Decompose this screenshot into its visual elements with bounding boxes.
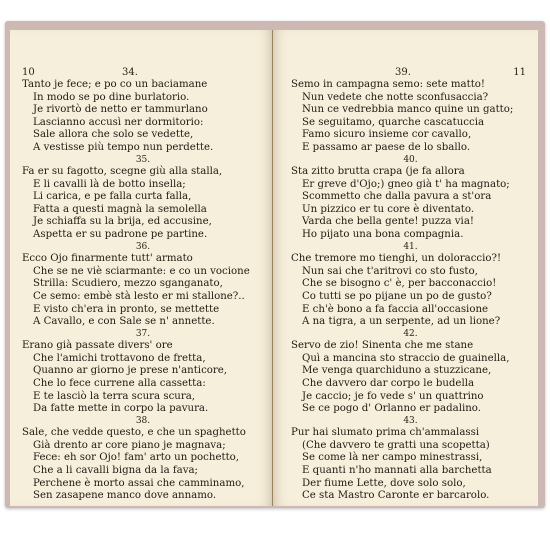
- verse-line: Li carica, e pe falla curta falla,: [33, 191, 192, 203]
- right-page: [273, 30, 538, 506]
- verse-line: Che l'amichi trottavono de fretta,: [33, 352, 206, 364]
- verse-line: Nun sai che t'aritrovi co sto fusto,: [302, 265, 478, 277]
- stanza: [291, 329, 530, 416]
- stanza-number: 37.: [135, 328, 151, 339]
- left-page: [10, 30, 272, 506]
- verse-line: Sta zitto brutta crapa (je fa allora: [291, 166, 465, 178]
- page-number: 10: [22, 67, 35, 78]
- verse-line: Sale allora che solo se vedette,: [33, 129, 194, 141]
- verse-line: Fatta a questi magnà la semolella: [33, 203, 207, 215]
- verse-line: Sen zasapene manco dove annamo.: [33, 490, 217, 502]
- stanza-number: 41.: [403, 241, 418, 252]
- verse-line: Che davvero dar corpo le budella: [302, 377, 475, 389]
- stanza-number: 38.: [135, 415, 151, 426]
- stanza: [22, 329, 264, 416]
- stanza-number: 42.: [403, 328, 418, 339]
- stanza-number: 43.: [403, 415, 418, 426]
- stanza-number: 40.: [403, 154, 418, 165]
- verse-line: Co tutti se po pijane un po de gusto?: [302, 290, 492, 302]
- verse-line: Nun ce vedrebbia manco quine un gatto;: [302, 104, 514, 116]
- left-page-body: [22, 79, 264, 503]
- verse-line: Er greve d'Ojo;) gneo già t' ha magnato;: [302, 178, 510, 190]
- verse-line: Un pizzico er tu core è diventato.: [302, 203, 475, 215]
- verse-line: Famo sicuro insieme cor cavallo,: [302, 129, 472, 141]
- verse-line: E ch'è bono a fa faccia all'occasione: [302, 303, 489, 315]
- verse-line: Quanno ar giorno je prese n'anticore,: [33, 365, 228, 377]
- verse-line: Già drento ar core piano je magnava;: [33, 439, 226, 451]
- verse-line: Me venga quarchiduno a stuzzicane,: [302, 365, 492, 377]
- stanza: [291, 416, 530, 503]
- verse-line: Se come là ner campo minestrassi,: [302, 452, 483, 464]
- verse-line: E te lasciò la terra scura scura,: [33, 390, 196, 402]
- right-page-body: [291, 79, 530, 503]
- verse-line: Che tremore mo tienghi, un doloraccio?!: [291, 253, 502, 265]
- verse-line: Aspetta er su padrone pe partine.: [33, 229, 208, 241]
- verse-line: Da fatte mette in corpo la pavura.: [33, 403, 209, 415]
- stanza: [291, 79, 530, 155]
- verse-line: E li cavalli là de botto insella;: [33, 178, 186, 190]
- verse-line: Quì a mancina sto straccio de guainella,: [302, 352, 510, 364]
- verse-line: Der fiume Lette, dove solo solo,: [302, 477, 466, 489]
- stanza-number: 34.: [122, 67, 138, 78]
- verse-line: Lascianno accusì ner dormitorio:: [33, 116, 204, 128]
- stanza-number: 39.: [395, 67, 411, 78]
- verse-line: Tanto je fece; e po co un baciamane: [22, 79, 208, 90]
- verse-line: Scommetto che dalla pavura a st'ora: [302, 191, 492, 203]
- verse-line: Je schiaffa su la brija, ed accusine,: [33, 216, 212, 228]
- verse-line: Je rivortò de netto er tammurlano: [33, 104, 208, 116]
- verse-line: Pur hai slumato prima ch'ammalassi: [291, 427, 480, 439]
- verse-line: A Cavallo, e con Sale se n' annette.: [33, 316, 215, 328]
- verse-line: Je caccio; je fo vede s' un quattrino: [302, 390, 484, 402]
- page-number: 11: [513, 67, 526, 78]
- verse-line: Se ce pogo d' Orlanno er padalino.: [302, 403, 481, 415]
- verse-line: In modo se po dine burlatorio.: [33, 91, 190, 103]
- stanza: [22, 416, 264, 503]
- stanza: [22, 155, 264, 242]
- verse-line: E quanti n'ho mannati alla barchetta: [302, 465, 492, 477]
- verse-line: Ce semo: embè stà lesto er mi stallone?..: [33, 290, 245, 302]
- verse-line: Sale, che vedde questo, e che un spaghetto: [22, 427, 246, 439]
- stanza-number: 36.: [135, 241, 151, 252]
- verse-line: Fece: eh sor Ojo! fam' arto un pochetto,: [33, 452, 240, 464]
- stanza: [291, 155, 530, 242]
- verse-line: Servo de zio! Sinenta che me stane: [291, 340, 474, 352]
- verse-line: Semo in campagna semo: sete matto!: [291, 79, 486, 90]
- verse-line: Strilla: Scudiero, mezzo sganganato,: [33, 278, 223, 290]
- verse-line: Che se bisogno c' è, per bacconaccio!: [302, 278, 497, 290]
- stanza: [22, 79, 264, 155]
- verse-line: Ecco Ojo finarmente tutt' armato: [22, 253, 193, 265]
- verse-line: Che a li cavalli bigna da la fava;: [33, 465, 198, 477]
- verse-line: Erano già passate divers' ore: [22, 340, 173, 352]
- stanza: [22, 242, 264, 329]
- verse-line: Nun vedete che notte sconfusaccia?: [302, 91, 489, 103]
- verse-line: E passamo ar paese de lo sballo.: [302, 141, 471, 153]
- verse-line: A na tigra, a un serpente, ad un lione?: [302, 316, 501, 328]
- verse-line: A vestisse più tempo nun perdette.: [33, 141, 214, 153]
- verse-line: Fa er su fagotto, scegne giù alla stalla,: [22, 166, 223, 178]
- verse-line: Perchene è morto assai che camminamo,: [33, 477, 245, 489]
- verse-line: Che se ne viè sciarmante: e co un vocione: [33, 265, 250, 277]
- verse-line: Varda che bella gente! puzza via!: [302, 216, 474, 228]
- verse-line: Se seguitamo, quarche cascatuccia: [302, 116, 485, 128]
- stanza: [291, 242, 530, 329]
- verse-line: Che lo fece currene alla cassetta:: [33, 377, 206, 389]
- verse-line: (Che davvero te gratti una scopetta): [302, 439, 490, 451]
- right-page-header: [273, 67, 538, 79]
- verse-line: Ce sta Mastro Caronte er barcarolo.: [302, 490, 490, 502]
- verse-line: E visto ch'era in pronto, se mettette: [33, 303, 220, 315]
- stanza-number: 35.: [135, 154, 151, 165]
- verse-line: Ho pijato una bona compagnia.: [302, 229, 464, 241]
- left-page-header: [10, 67, 272, 79]
